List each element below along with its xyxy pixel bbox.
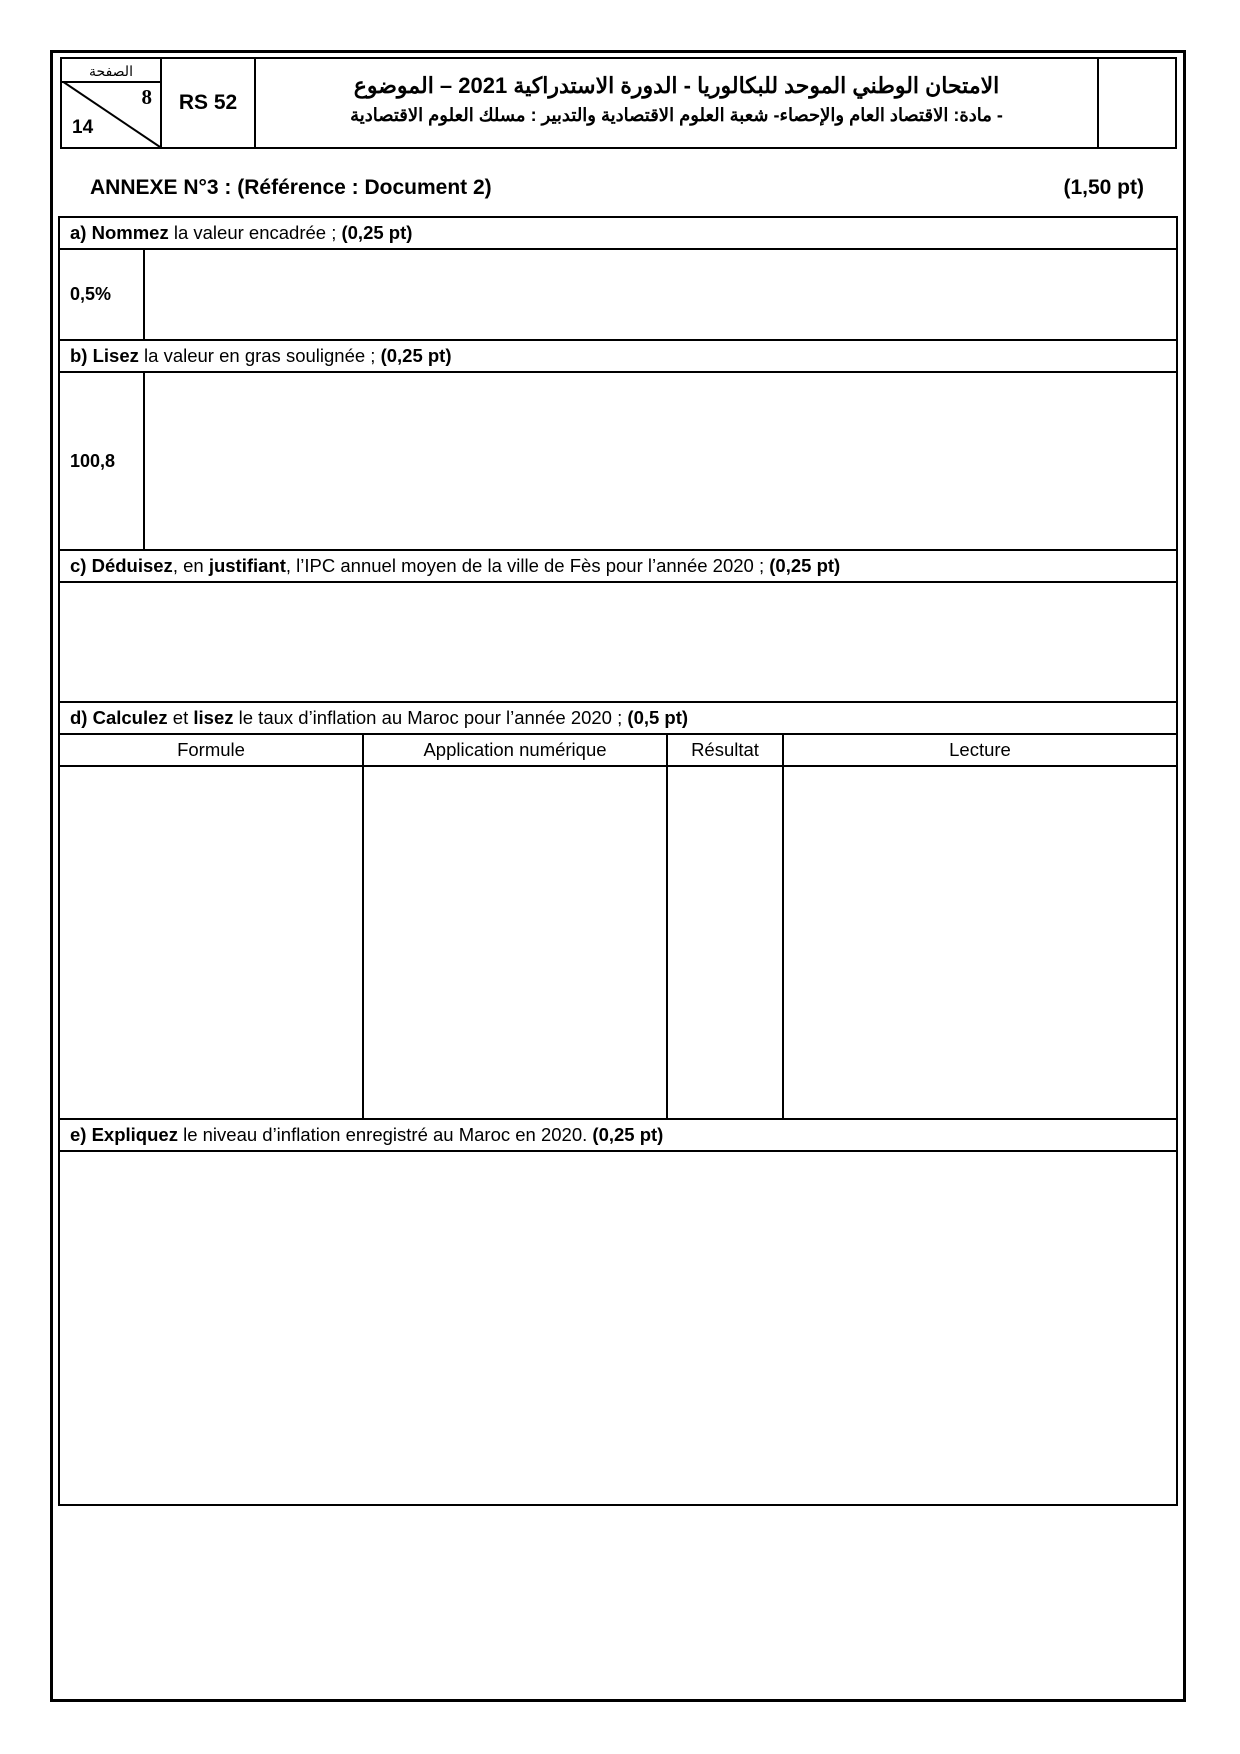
- answer-cell-lecture[interactable]: [782, 765, 1178, 1120]
- answer-box-a[interactable]: [143, 248, 1178, 341]
- question-letter: c): [70, 555, 87, 576]
- question-text: le taux d’inflation au Maroc pour l’année 2020 ;: [233, 707, 628, 728]
- question-a: [58, 216, 1178, 250]
- question-points: (0,25 pt): [592, 1124, 664, 1145]
- exam-title-line2: - مادة: الاقتصاد العام والإحصاء- شعبة العلوم الاقتصادية والتدبير : مسلك العلوم الاقتصادية: [350, 105, 1003, 125]
- question-verb: Déduisez: [91, 555, 173, 576]
- annex-points: (1,50 pt): [1063, 176, 1144, 199]
- question-verb: Lisez: [92, 345, 139, 366]
- subject-code: RS 52: [160, 57, 256, 149]
- exam-title: [254, 57, 1099, 149]
- page-label: الصفحة: [62, 61, 160, 83]
- value-label-b: 100,8: [58, 371, 145, 551]
- question-c: [58, 549, 1178, 583]
- column-header-lecture: Lecture: [782, 733, 1178, 767]
- answer-cell-formule[interactable]: [58, 765, 364, 1120]
- question-points: (0,25 pt): [769, 555, 841, 576]
- answer-cell-application[interactable]: [362, 765, 668, 1120]
- question-verb: Calculez: [92, 707, 168, 728]
- question-text: et: [167, 707, 194, 728]
- exam-title-line1: الامتحان الوطني الموحد للبكالوريا - الدورة الاستدراكية 2021 – الموضوع: [353, 73, 1000, 98]
- question-letter: a): [70, 222, 87, 243]
- question-text: , en: [172, 555, 209, 576]
- column-header-application: Application numérique: [362, 733, 668, 767]
- column-header-resultat: Résultat: [666, 733, 784, 767]
- question-verb: Nommez: [91, 222, 169, 243]
- column-header-formule: Formule: [58, 733, 364, 767]
- question-letter: e): [70, 1124, 87, 1145]
- question-points: (0,25 pt): [380, 345, 452, 366]
- answer-cell-resultat[interactable]: [666, 765, 784, 1120]
- question-text: , l’IPC annuel moyen de la ville de Fès pour l’année 2020 ;: [285, 555, 770, 576]
- answer-box-c[interactable]: [58, 581, 1178, 703]
- question-points: (0,25 pt): [341, 222, 413, 243]
- question-verb: Expliquez: [91, 1124, 178, 1145]
- value-label-a: 0,5%: [58, 248, 145, 341]
- answer-box-b[interactable]: [143, 371, 1178, 551]
- page-number-box: [60, 57, 162, 149]
- question-text: le niveau d’inflation enregistré au Maroc en 2020.: [177, 1124, 593, 1145]
- page-total: 14: [72, 117, 94, 138]
- header-blank-box: [1097, 57, 1177, 149]
- question-verb-2: justifiant: [208, 555, 286, 576]
- question-b: [58, 339, 1178, 373]
- page-current: 8: [141, 85, 152, 109]
- question-verb-2: lisez: [193, 707, 234, 728]
- answer-box-e[interactable]: [58, 1150, 1178, 1506]
- question-text: la valeur encadrée ;: [168, 222, 342, 243]
- question-letter: d): [70, 707, 88, 728]
- question-points: (0,5 pt): [627, 707, 689, 728]
- question-letter: b): [70, 345, 88, 366]
- question-d: [58, 701, 1178, 735]
- question-text: la valeur en gras soulignée ;: [138, 345, 381, 366]
- question-e: [58, 1118, 1178, 1152]
- annex-title: ANNEXE N°3 : (Référence : Document 2): [90, 176, 492, 199]
